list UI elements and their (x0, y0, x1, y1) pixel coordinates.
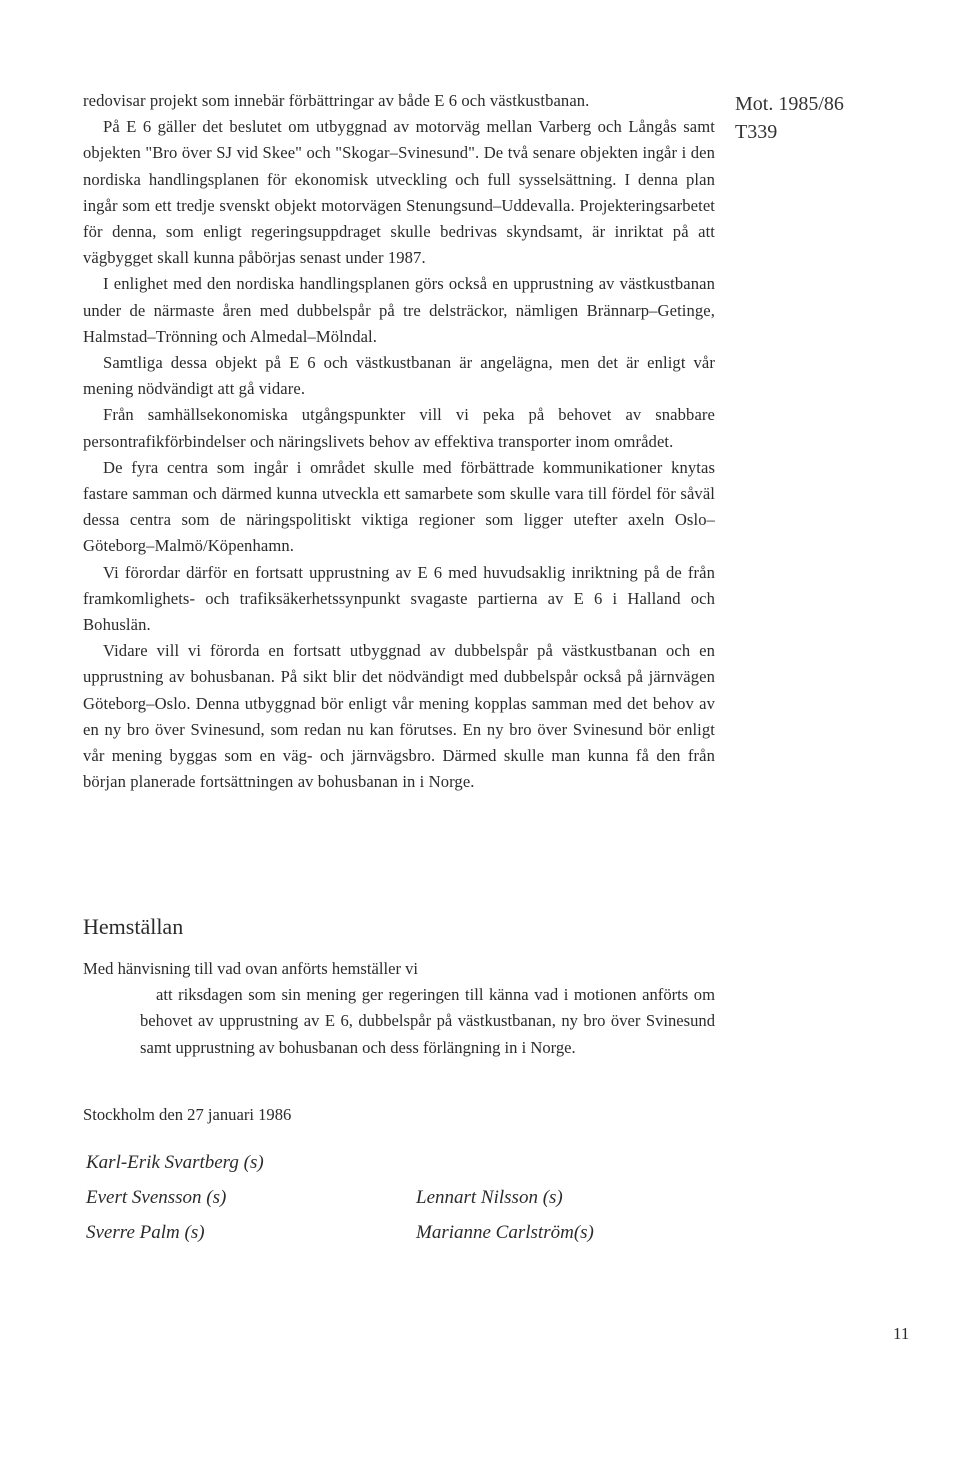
signature: Lennart Nilsson (s) (416, 1187, 563, 1208)
signature: Evert Svensson (s) (86, 1187, 227, 1208)
proposal (83, 956, 715, 1061)
paragraph: Från samhällsekonomiska utgångspunkter vill vi peka på behovet av snabbare persontrafikförbindelser och näringslivets behov av effektiva transporter inom området. (83, 405, 715, 451)
motion-code: T339 (735, 121, 778, 143)
motion-reference (735, 90, 844, 146)
proposal-item: att riksdagen som sin mening ger regeringen till känna vad i motionen anförts om behovet av upprustning av E 6, dubbelspår på västkustbanan, ny bro över Svinesund samt upprustning av bohusbanan och dess förlängning in i Norge. (140, 985, 715, 1057)
place-date: Stockholm den 27 januari 1986 (83, 1105, 292, 1124)
paragraph: Vidare vill vi förorda en fortsatt utbyggnad av dubbelspår på västkustbanan och en upprustning av bohusbanan. På sikt blir det nödvändigt med dubbelspår också på järnvägen Göteborg–Oslo. Denna utbyggnad bör enligt vår mening kopplas samman med det behov av en ny bro över Svinesund, som redan nu kan förutses. En ny bro över Svinesund bör enligt vår mening byggas som en väg- och järnvägsbro. Därmed skulle man kunna få den från början planerade fortsättningen av bohusbanan in i Norge. (83, 641, 715, 792)
body-text (83, 88, 715, 795)
signature: Sverre Palm (s) (86, 1222, 205, 1243)
motion-number: Mot. 1985/86 (735, 93, 844, 115)
paragraph: I enlighet med den nordiska handlingsplanen görs också en upprustning av västkustbanan under de närmaste åren med dubbelspår på tre delsträckor, nämligen Brännarp–Getinge, Halmstad–Trönning och Almedal–Mölndal. (83, 274, 715, 346)
proposal-lead: Med hänvisning till vad ovan anförts hemställer vi (83, 959, 419, 978)
section-heading: Hemställan (83, 914, 184, 939)
paragraph: Vi förordar därför en fortsatt upprustning av E 6 med huvudsaklig inriktning på de från framkomlighets- och trafiksäkerhetssynpunkt svagaste partierna av E 6 i Halland och Bohuslän. (83, 562, 715, 635)
page-number: 11 (893, 1324, 910, 1343)
signature: Karl-Erik Svartberg (s) (86, 1152, 264, 1173)
paragraph: Samtliga dessa objekt på E 6 och västkustbanan är angelägna, men det är enligt vår mening nödvändigt att gå vidare. (83, 353, 715, 399)
paragraph: De fyra centra som ingår i området skulle med förbättrade kommunikationer knytas fastare samman och därmed kunna utveckla ett samarbete som skulle vara till fördel för såväl dessa centra som de näringspolitiskt viktiga regioner som ligger utefter axeln Oslo–Göteborg–Malmö/Köpenhamn. (83, 457, 715, 556)
paragraph: redovisar projekt som innebär förbättringar av både E 6 och västkustbanan. (83, 91, 590, 110)
paragraph: På E 6 gäller det beslutet om utbyggnad av motorväg mellan Varberg och Långås samt objekten "Bro över SJ vid Skee" och "Skogar–Svinesund". De två senare objekten ingår i den nordiska handlingsplanen för ekonomisk utveckling och full sysselsättning. I denna plan ingår som ett tredje svenskt objekt motorvägen Stenungsund–Uddevalla. Projekteringsarbetet för denna, som enligt regeringsuppdraget skulle bedrivas skyndsamt, är inriktat på att vägbygget skall kunna påbörjas senast under 1987. (83, 117, 715, 268)
signature: Marianne Carlström(s) (416, 1222, 594, 1243)
